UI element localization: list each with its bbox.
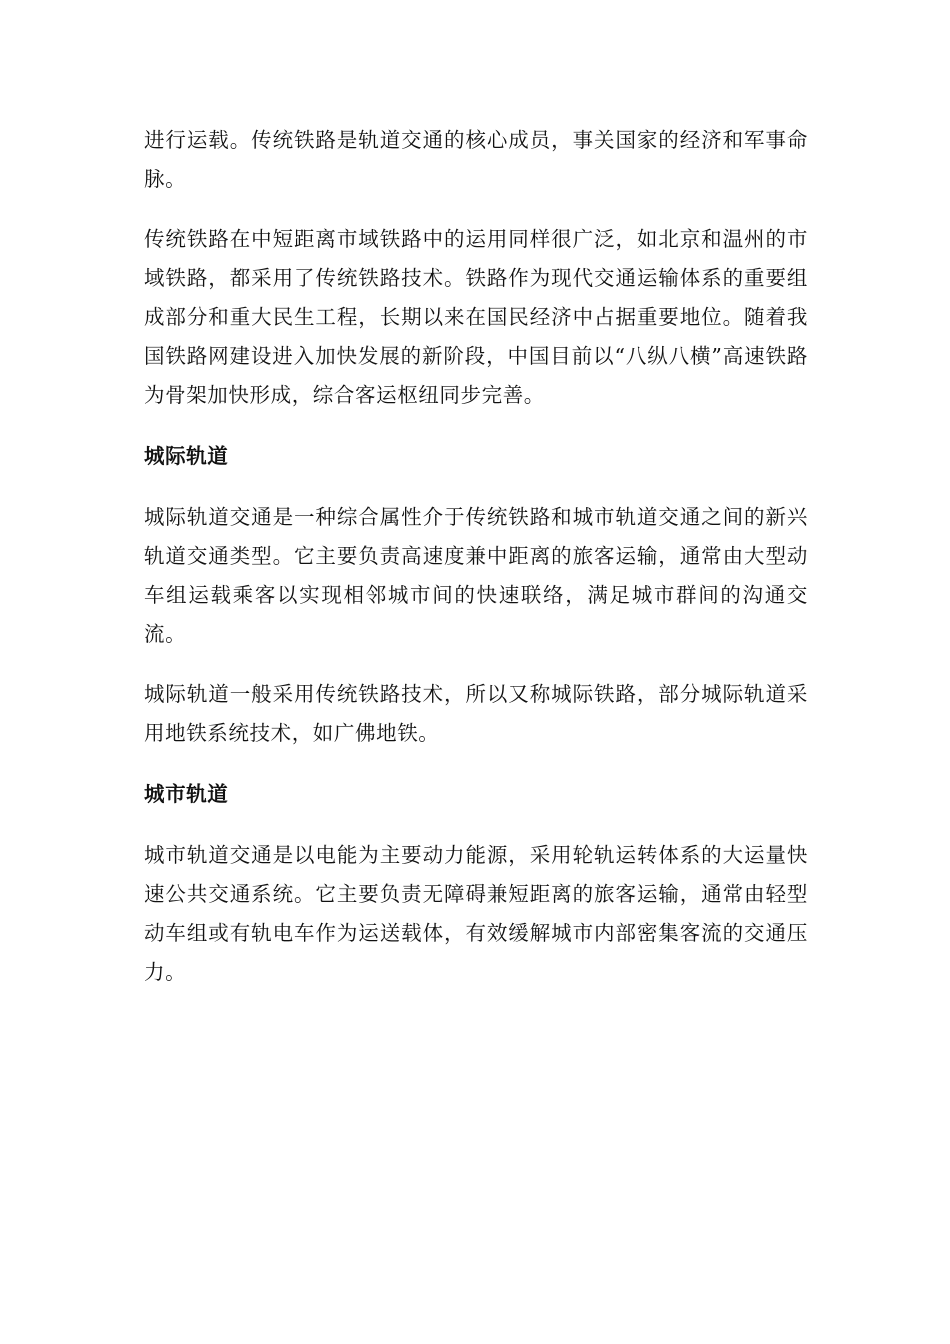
heading-urban-rail: 城市轨道 <box>144 782 229 806</box>
paragraph-intercity-definition: 城际轨道交通是一种综合属性介于传统铁路和城市轨道交通之间的新兴轨道交通类型。它主要负责高速度兼中距离的旅客运输，通常由大型动车组运载乘客以实现相邻城市间的快速联络，满足城市群间的沟通交流。 <box>144 505 808 646</box>
heading-intercity-rail: 城际轨道 <box>144 444 229 468</box>
document-page <box>144 121 808 992</box>
paragraph-intercity-technology: 城际轨道一般采用传统铁路技术，所以又称城际铁路，部分城际轨道采用地铁系统技术，如广佛地铁。 <box>144 682 808 745</box>
paragraph-rail-core: 进行运载。传统铁路是轨道交通的核心成员，事关国家的经济和军事命脉。 <box>144 128 808 191</box>
paragraph-rail-usage: 传统铁路在中短距离市域铁路中的运用同样很广泛，如北京和温州的市域铁路，都采用了传统铁路技术。铁路作为现代交通运输体系的重要组成部分和重大民生工程，长期以来在国民经济中占据重要地位。随着我国铁路网建设进入加快发展的新阶段，中国目前以“八纵八横”高速铁路为骨架加快形成，综合客运枢纽同步完善。 <box>144 227 808 407</box>
paragraph-urban-definition: 城市轨道交通是以电能为主要动力能源，采用轮轨运转体系的大运量快速公共交通系统。它主要负责无障碍兼短距离的旅客运输，通常由轻型动车组或有轨电车作为运送载体，有效缓解城市内部密集客流的交通压力。 <box>144 843 808 984</box>
